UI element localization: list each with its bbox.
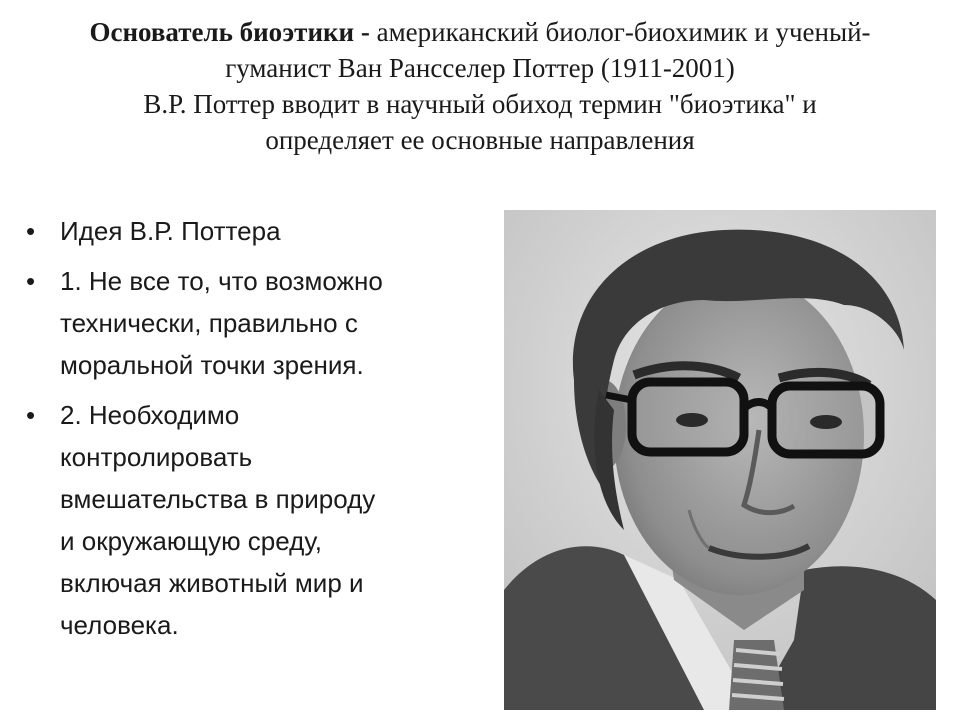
title-line-1-rest: американский биолог-биохимик и ученый-	[369, 17, 871, 47]
bullet-item-idea	[26, 210, 486, 252]
left-eye	[676, 413, 708, 427]
title-line-2: гуманист Ван Рансселер Поттер (1911-2001)	[225, 53, 735, 83]
title-line-1	[10, 14, 950, 50]
bullet-marker: •	[26, 266, 36, 296]
bullet-line: вмешательства в природу	[60, 484, 376, 514]
slide-title	[10, 14, 950, 158]
bullet-list	[26, 210, 486, 654]
bullet-line: технически, правильно с	[60, 308, 358, 338]
title-line-4: определяет ее основные направления	[265, 125, 695, 155]
bullet-line: 2. Необходимо	[60, 400, 240, 430]
bullet-line: человека.	[60, 610, 179, 640]
bullet-text	[60, 210, 486, 252]
title-line-3: В.Р. Поттер вводит в научный обиход термин "биоэтика" и	[143, 89, 817, 119]
bullet-text	[60, 394, 486, 646]
bullet-line: включая животный мир и	[60, 568, 364, 598]
bullet-line: Идея В.Р. Поттера	[60, 216, 281, 246]
bullet-line: контролировать	[60, 442, 253, 472]
title-bold-part: Основатель биоэтики -	[89, 17, 370, 47]
bullet-marker: •	[26, 400, 36, 430]
bullet-item-1	[26, 260, 486, 386]
bullet-line: 1. Не все то, что возможно	[60, 266, 383, 296]
bullet-line: моральной точки зрения.	[60, 350, 364, 380]
glasses-temple	[606, 395, 632, 400]
bullet-line: и окружающую среду,	[60, 526, 322, 556]
portrait-photo	[504, 210, 936, 710]
bullet-text	[60, 260, 486, 386]
bullet-item-2	[26, 394, 486, 646]
right-eye	[810, 415, 842, 429]
portrait-illustration	[504, 210, 936, 710]
bullet-marker: •	[26, 216, 36, 246]
